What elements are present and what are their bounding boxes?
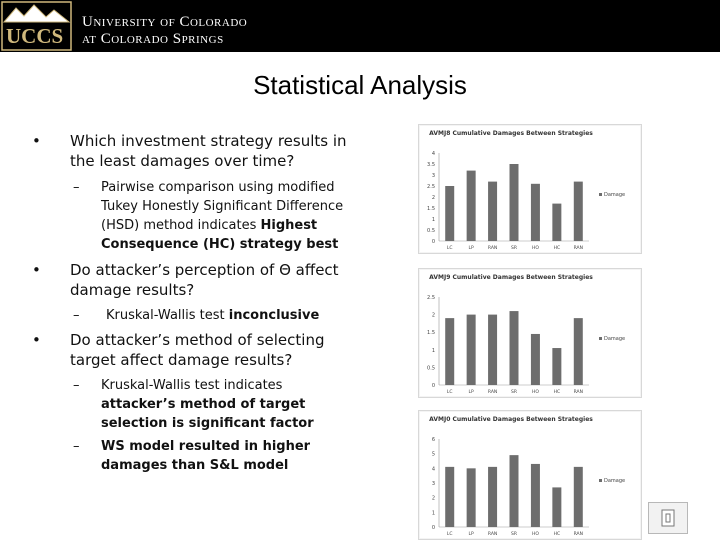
x-tick-label: RAN	[487, 390, 498, 395]
x-tick-label: HC	[553, 390, 561, 395]
x-tick-label: RAN	[487, 532, 498, 537]
bar	[531, 334, 540, 385]
x-tick-label: LC	[446, 390, 453, 395]
subpoint-2	[73, 306, 356, 325]
y-tick-label: 4	[431, 466, 435, 473]
x-tick-label: SR	[511, 532, 517, 537]
y-tick-label: 5	[431, 451, 435, 458]
y-tick-label: 2	[431, 495, 435, 502]
bullet-1-text: Which investment strategy results in the least damages over time?	[70, 132, 347, 170]
bullet-dot: •	[32, 261, 41, 279]
university-name	[82, 14, 247, 48]
bar	[574, 318, 583, 385]
subpoint-2-bold: inconclusive	[228, 308, 320, 323]
bullet-dot: •	[32, 132, 41, 150]
y-tick-label: 1	[431, 510, 435, 517]
subpoint-3a	[73, 376, 356, 433]
y-tick-label: 1.5	[427, 206, 435, 212]
chart-2-svg	[419, 269, 641, 397]
y-tick-label: 0.5	[427, 228, 435, 234]
x-tick-label: RAN	[573, 532, 583, 537]
y-tick-label: 1	[431, 347, 435, 354]
bar	[510, 311, 519, 385]
legend-swatch	[599, 337, 602, 340]
y-tick-label: 0	[431, 239, 435, 245]
bar	[510, 455, 519, 527]
x-tick-label: LP	[468, 390, 474, 395]
logo-text: UCCS	[6, 24, 64, 48]
chart-title: AVMJ9 Cumulative Damages Between Strategies	[429, 274, 593, 281]
y-tick-label: 6	[431, 437, 435, 443]
bar	[488, 182, 497, 241]
chart-2	[418, 268, 642, 398]
legend-label: Damage	[604, 336, 626, 342]
chart-1	[418, 124, 642, 254]
bar	[531, 464, 540, 527]
bar	[445, 467, 454, 527]
x-tick-label: SR	[511, 390, 517, 395]
bar	[552, 348, 561, 385]
subpoint-3a-bold: attacker’s method of target selection is significant factor	[101, 397, 314, 431]
subpoint-2-text: Kruskal-Wallis test	[106, 308, 229, 323]
x-tick-label: RAN	[487, 246, 498, 251]
x-tick-label: HC	[553, 246, 561, 251]
bullet-1	[32, 131, 360, 171]
bar	[467, 315, 476, 385]
legend-swatch	[599, 193, 602, 196]
sub-dash: –	[73, 308, 80, 323]
x-tick-label: RAN	[573, 390, 583, 395]
x-tick-label: HO	[531, 390, 539, 395]
x-tick-label: LC	[446, 532, 453, 537]
slide-title: Statistical Analysis	[253, 70, 467, 100]
bar	[510, 164, 519, 241]
chart-3-svg	[419, 411, 641, 539]
y-tick-label: 2	[431, 312, 435, 319]
bar	[488, 315, 497, 385]
sub-dash: –	[73, 180, 80, 195]
bar	[488, 467, 497, 527]
x-tick-label: LP	[468, 532, 474, 537]
legend-label: Damage	[604, 478, 626, 484]
legend-label: Damage	[604, 192, 626, 198]
bar	[574, 182, 583, 241]
x-tick-label: LC	[446, 246, 453, 251]
subpoint-3b	[73, 437, 356, 475]
subpoint-1	[73, 178, 356, 254]
bar	[552, 487, 561, 527]
chart-title: AVMJ0 Cumulative Damages Between Strategies	[429, 416, 593, 423]
x-tick-label: RAN	[573, 246, 583, 251]
x-tick-label: HC	[553, 532, 561, 537]
legend-swatch	[599, 479, 602, 482]
x-tick-label: HO	[531, 532, 539, 537]
bar	[574, 467, 583, 527]
y-tick-label: 1.5	[427, 330, 435, 337]
bullet-2	[32, 260, 360, 300]
bar	[467, 468, 476, 527]
chart-3	[418, 410, 642, 540]
y-tick-label: 2.5	[427, 295, 435, 301]
subpoint-3a-text: Kruskal-Wallis test indicates	[101, 378, 283, 393]
sub-dash: –	[73, 378, 80, 393]
bar	[445, 318, 454, 385]
x-tick-label: SR	[511, 246, 517, 251]
bar	[531, 184, 540, 241]
x-tick-label: HO	[531, 246, 539, 251]
y-tick-label: 2	[431, 195, 435, 201]
bullet-3	[32, 330, 360, 370]
sub-dash: –	[73, 439, 80, 454]
y-tick-label: 3	[431, 481, 435, 487]
subpoint-3b-bold: WS model resulted in higher damages than S&L model	[101, 439, 311, 473]
bullet-dot: •	[32, 331, 41, 349]
bar	[552, 204, 561, 241]
speaker-button[interactable]	[648, 502, 688, 534]
uccs-logo	[0, 0, 73, 52]
y-tick-label: 0	[431, 383, 435, 389]
subpoint-1-text: Pairwise comparison using modified Tukey Honestly Significant Difference (HSD) method indicates	[101, 180, 344, 233]
chart-1-svg	[419, 125, 641, 253]
y-tick-label: 0.5	[427, 365, 435, 372]
x-tick-label: LP	[468, 246, 474, 251]
speaker-icon	[649, 503, 687, 533]
header-banner	[0, 0, 720, 52]
university-line-2: at Colorado Springs	[82, 31, 224, 47]
chart-title: AVMJ8 Cumulative Damages Between Strategies	[429, 130, 593, 137]
y-tick-label: 4	[431, 151, 435, 157]
y-tick-label: 0	[431, 525, 435, 531]
subpoint-1-bold: Highest Consequence (HC) strategy best	[101, 218, 339, 252]
y-tick-label: 3.5	[427, 162, 435, 168]
bar	[467, 171, 476, 241]
y-tick-label: 1	[431, 217, 435, 223]
y-tick-label: 2.5	[427, 184, 435, 190]
bar	[445, 186, 454, 241]
bullet-2-text: Do attacker’s perception of Θ affect damage results?	[70, 261, 339, 299]
bullet-3-text: Do attacker’s method of selecting target affect damage results?	[70, 331, 325, 369]
y-tick-label: 3	[431, 173, 435, 179]
university-line-1: University of Colorado	[82, 14, 248, 30]
